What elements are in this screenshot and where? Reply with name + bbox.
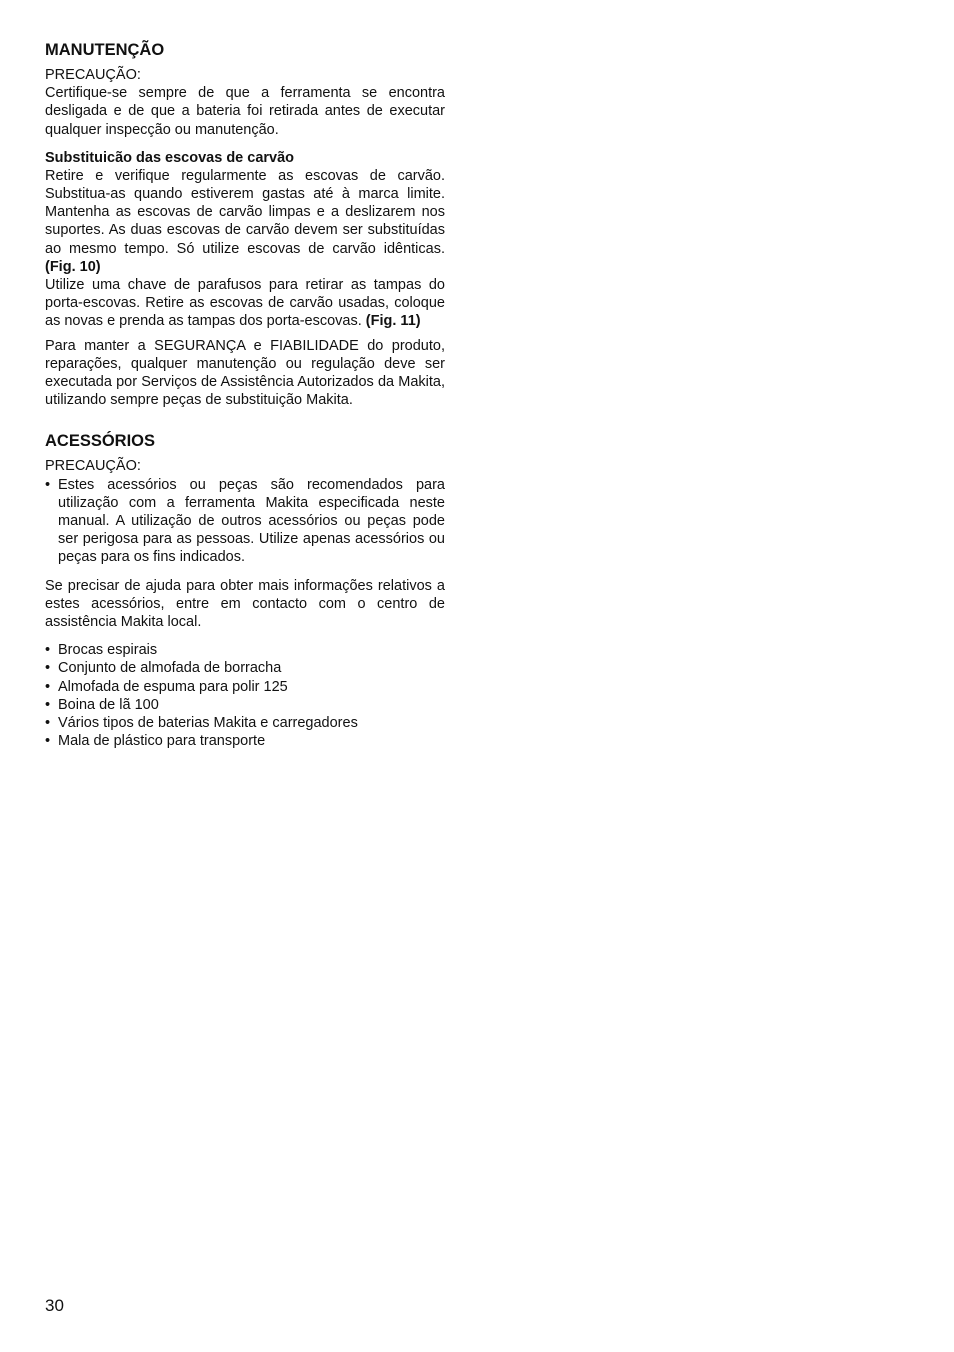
- paragraph-seguranca: Para manter a SEGURANÇA e FIABILIDADE do produto, reparações, qualquer manutenção ou regulação deve ser executada por Serviços de Assistência Autorizados da Makita, utilizando sempre peças de substituição Makita.: [45, 337, 445, 409]
- list-item-text: Conjunto de almofada de borracha: [58, 660, 282, 677]
- list-item: [45, 732, 445, 750]
- fig-10-ref: (Fig. 10): [45, 258, 101, 275]
- bullet-icon: •: [45, 678, 51, 695]
- caution-list-item: [45, 476, 445, 567]
- caution-label-manutencao: PRECAUÇÃO:: [45, 67, 141, 83]
- accessories-list: [45, 641, 445, 750]
- list-item: [45, 714, 445, 732]
- list-item-text: Brocas espirais: [58, 642, 158, 659]
- fig-11-ref: (Fig. 11): [365, 313, 421, 330]
- heading-manutencao: MANUTENÇÃO: [45, 41, 165, 59]
- list-item-text: Boina de lã 100: [58, 696, 159, 713]
- list-item-text: Vários tipos de baterias Makita e carregadores: [58, 715, 358, 732]
- caution-label-acessorios: PRECAUÇÃO:: [45, 458, 141, 475]
- list-item: [45, 696, 445, 714]
- subheading-escovas: Substituicão das escovas de carvão: [45, 149, 295, 166]
- list-item: [45, 678, 445, 696]
- heading-acessorios: ACESSÓRIOS: [45, 432, 156, 451]
- list-item-text: Mala de plástico para transporte: [58, 733, 266, 750]
- bullet-icon: •: [45, 696, 51, 713]
- caution-item-text: Estes acessórios ou peças são recomendados para utilização com a ferramenta Makita especificada neste manual. A utilização de outros acessórios ou peças pode ser perigosa para as pessoas. Utilize apenas acessórios ou peças para os fins indicados.: [58, 476, 445, 566]
- paragraph-escovas-1-text: Retire e verifique regularmente as escovas de carvão. Substitua-as quando estiverem gastas até à marca limite. Mantenha as escovas de carvão limpas e a deslizarem nos suportes. As duas escovas de carvão devem ser substituídas ao mesmo tempo. Só utilize escovas de carvão idênticas.: [45, 167, 445, 257]
- caution-list: [45, 476, 445, 567]
- list-item: [45, 641, 445, 659]
- list-item-text: Almofada de espuma para polir 125: [58, 678, 288, 695]
- paragraph-info: Se precisar de ajuda para obter mais informações relativos a estes acessórios, entre em contacto com o centro de assistência Makita local.: [45, 577, 445, 631]
- bullet-icon: •: [45, 642, 51, 659]
- bullet-icon: •: [45, 715, 51, 732]
- content-column: [45, 40, 445, 751]
- bullet-icon: •: [45, 660, 51, 677]
- paragraph-escovas-2-text: Utilize uma chave de parafusos para retirar as tampas do porta-escovas. Retire as escovas de carvão usadas, coloque as novas e prenda as tampas dos porta-escovas.: [45, 277, 445, 330]
- paragraph-escovas-2: [45, 276, 445, 331]
- paragraph-escovas-1: [45, 167, 445, 276]
- page-number: 30: [45, 1296, 64, 1315]
- caution-text-manutencao: Certifique-se sempre de que a ferramenta se encontra desligada e de que a bateria foi retirada antes de executar qualquer inspecção ou manutenção.: [45, 85, 445, 138]
- bullet-icon: •: [45, 476, 51, 493]
- list-item: [45, 659, 445, 677]
- bullet-icon: •: [45, 733, 51, 750]
